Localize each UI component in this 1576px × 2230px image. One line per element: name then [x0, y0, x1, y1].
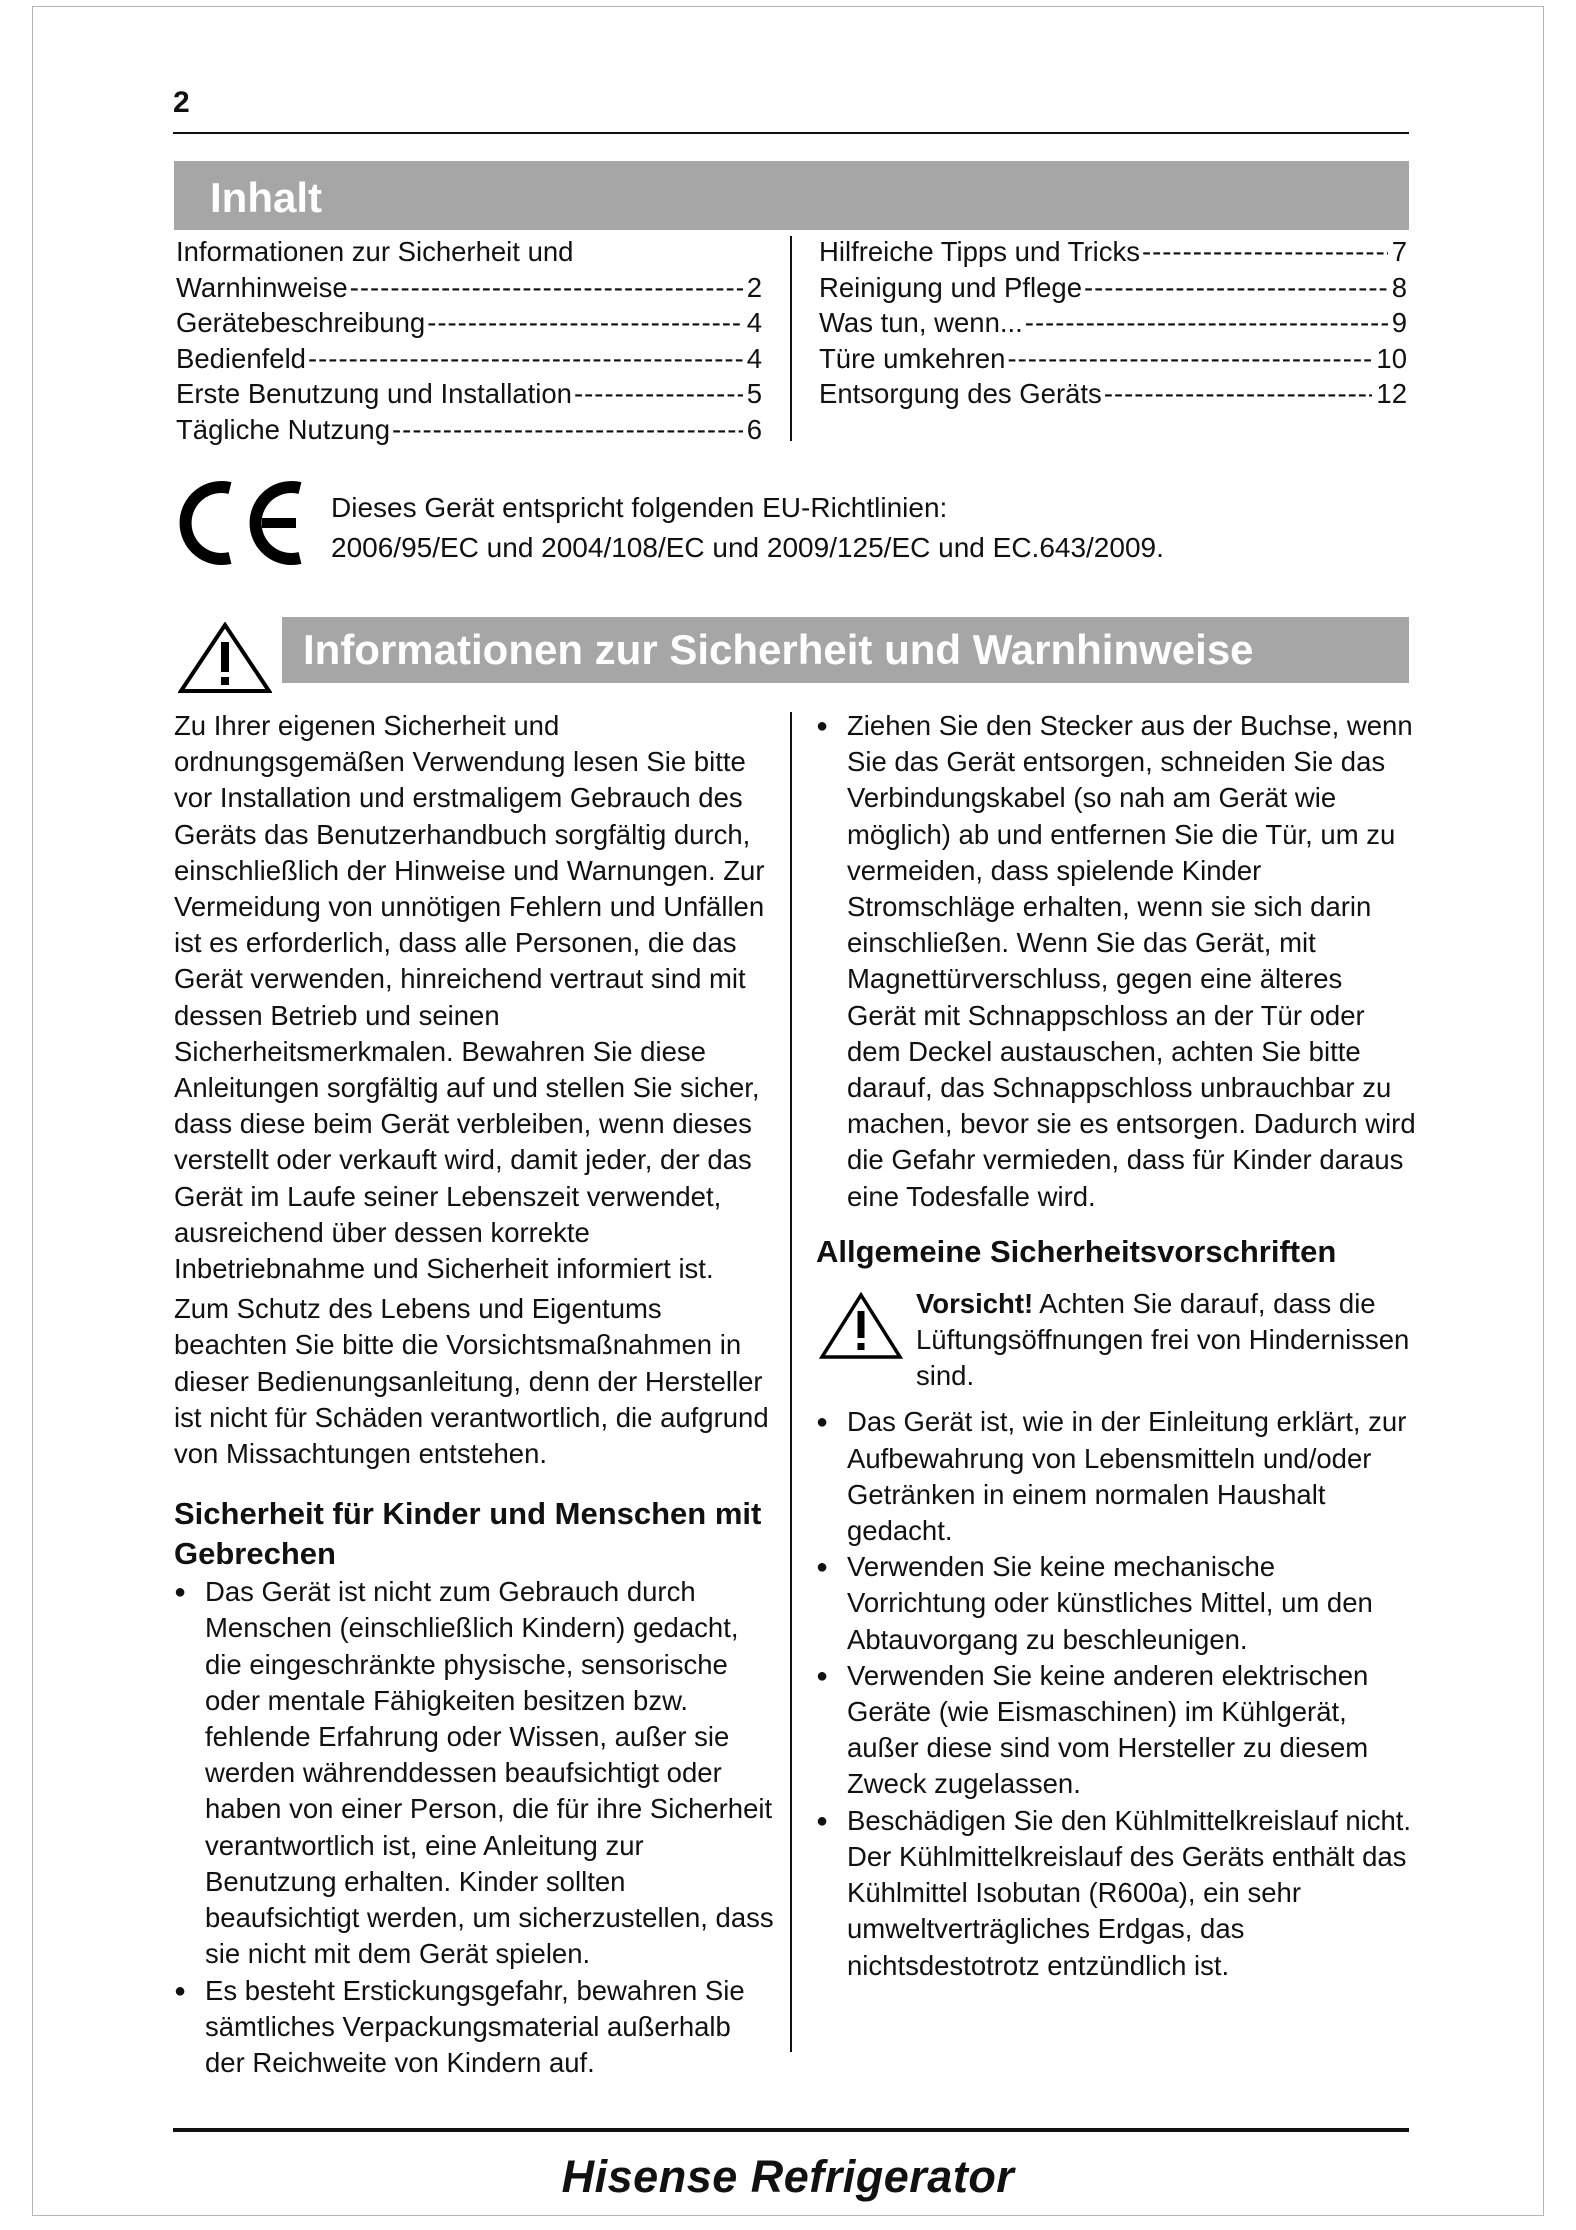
toc-leader: [392, 412, 743, 448]
caution-label: Vorsicht!: [916, 1287, 1034, 1319]
toc-entry-label: Warnhinweise: [176, 271, 348, 303]
toc-leader: [427, 305, 743, 341]
general-safety-heading: Allgemeine Sicherheitsvorschriften: [816, 1233, 1337, 1269]
toc-entry[interactable]: [819, 305, 1407, 341]
footer-brand: Hisense Refrigerator: [561, 2151, 1015, 2202]
safety-liability-paragraph: Zum Schutz des Lebens und Eigentums beachten Sie bitte die Vorsichtsmaßnahmen in dieser Bedienungsanleitung, denn der Hersteller ist nicht für Schäden verantwortlich, die aufgrund von Missachtungen entstehen.: [174, 1293, 769, 1470]
toc-leader: [350, 270, 743, 306]
warning-triangle-icon: [178, 622, 272, 699]
toc-entry-label: Was tun, wenn...: [819, 307, 1023, 338]
page-number: 2: [173, 86, 190, 119]
toc-entry-label: Tägliche Nutzung: [176, 413, 391, 445]
toc-leader: [1007, 341, 1372, 377]
disposal-bullet: ● Ziehen Sie den Stecker aus der Buchse, wenn Sie das Gerät entsorgen, schneiden Sie das Verbindungskabel (so nah am Gerät wie möglich) ab und entfernen Sie die Tür, um zu vermeiden, dass spielende Kinder Stromschläge erhalten, wenn sie sich darin einschließen. Wenn Sie das Gerät, mit Magnettürverschluss, gegen eine älteres Gerät mit Schnappschloss an der Tür oder dem Deckel austauschen, achten Sie bitte darauf, das Schnappschloss unbrauchbar zu machen, bevor sie es entsorgen. Dadurch wird die Gefahr vermieden, dass für Kinder daraus eine Todesfalle wird.: [816, 708, 1416, 1215]
safety-section-header: [282, 617, 1409, 683]
footer-rule: [173, 2128, 1409, 2132]
safety-section-title: Informationen zur Sicherheit und Warnhinweise: [303, 626, 1254, 673]
toc-entry-label: Gerätebeschreibung: [176, 307, 426, 338]
toc-entry[interactable]: [819, 270, 1407, 306]
safety-left-column: [174, 708, 774, 2081]
caution-note: [816, 1286, 1416, 1395]
toc-column-divider: [790, 236, 792, 441]
toc-entry[interactable]: [176, 234, 762, 270]
toc-entry-page: 9: [1391, 307, 1407, 338]
toc-entry-page: 12: [1376, 378, 1407, 409]
ce-statement: [331, 488, 1164, 568]
toc-leader: [1142, 234, 1388, 270]
toc-right-column: [819, 234, 1407, 412]
toc-entry-label: Informationen zur Sicherheit und: [176, 236, 574, 267]
header-rule: [173, 132, 1409, 134]
general-safety-bullet: ● Das Gerät ist, wie in der Einleitung erklärt, zur Aufbewahrung von Lebensmitteln und/oder Getränken in einem normalen Haushalt gedacht.: [816, 1404, 1416, 1549]
caution-text: Achten Sie darauf, dass die Lüftungsöffnungen frei von Hindernissen sind.: [916, 1287, 1410, 1392]
toc-entry[interactable]: [819, 341, 1407, 377]
ce-directives: 2006/95/EC und 2004/108/EC und 2009/125/EC und EC.643/2009.: [331, 532, 1164, 563]
toc-entry-page: 4: [746, 342, 762, 374]
kids-safety-heading: Sicherheit für Kinder und Menschen mit Gebrechen: [174, 1496, 762, 1572]
ce-statement-line: Dieses Gerät entspricht folgenden EU-Richtlinien:: [331, 492, 948, 523]
kids-safety-bullet: ● Es besteht Erstickungsgefahr, bewahren Sie sämtliches Verpackungsmaterial außerhalb der Reichweite von Kindern auf.: [174, 1973, 774, 2082]
column-divider: [790, 712, 792, 2052]
ce-mark-icon: [174, 478, 306, 573]
toc-entry-page: 10: [1376, 342, 1407, 374]
toc-entry-label: Reinigung und Pflege: [819, 271, 1082, 303]
toc-entry-label: Erste Benutzung und Installation: [176, 378, 572, 409]
toc-entry-page: 6: [746, 413, 762, 445]
kids-safety-bullet: ● Das Gerät ist nicht zum Gebrauch durch Menschen (einschließlich Kindern) gedacht, die eingeschränkte physische, sensorische oder mentale Fähigkeiten besitzen bzw. fehlende Erfahrung oder Wissen, außer sie werden währenddessen beaufsichtigt oder haben von einer Person, die für ihre Sicherheit verantwortlich ist, eine Anleitung zur Benutzung erhalten. Kinder sollten beaufsichtigt werden, um sicherzustellen, dass sie nicht mit dem Gerät spielen.: [174, 1574, 774, 1972]
toc-entry[interactable]: [176, 341, 762, 377]
toc-entry-page: 2: [746, 271, 762, 303]
toc-left-column: [176, 234, 762, 447]
toc-leader: [1084, 270, 1388, 306]
toc-leader: [1104, 376, 1373, 412]
toc-title: Inhalt: [210, 174, 322, 221]
caution-triangle-icon: [819, 1292, 903, 1369]
toc-entry-page: 7: [1391, 236, 1407, 267]
toc-entry[interactable]: [819, 234, 1407, 270]
toc-entry-page: 8: [1391, 271, 1407, 303]
toc-entry-page: 4: [746, 307, 762, 338]
toc-leader: [308, 341, 743, 377]
toc-entry[interactable]: [176, 376, 762, 412]
toc-entry[interactable]: [176, 270, 762, 306]
toc-leader: [1025, 305, 1388, 341]
safety-intro-paragraph: Zu Ihrer eigenen Sicherheit und ordnungsgemäßen Verwendung lesen Sie bitte vor Installation und erstmaligem Gebrauch des Geräts das Benutzerhandbuch sorgfältig durch, einschließlich der Hinweise und Warnungen. Zur Vermeidung von unnötigen Fehlern und Unfällen ist es erforderlich, dass alle Personen, die das Gerät verwenden, hinreichend vertraut sind mit dessen Betrieb und seinen Sicherheitsmerkmalen. Bewahren Sie diese Anleitungen sorgfältig auf und stellen Sie sicher, dass diese beim Gerät verbleiben, wenn dieses verstellt oder verkauft wird, damit jeder, der das Gerät im Laufe seiner Lebenszeit verwendet, ausreichend über dessen korrekte Inbetriebnahme und Sicherheit informiert ist.: [174, 710, 765, 1285]
toc-entry-page: 5: [746, 378, 762, 409]
toc-entry[interactable]: [176, 305, 762, 341]
general-safety-bullet: ● Verwenden Sie keine anderen elektrischen Geräte (wie Eismaschinen) im Kühlgerät, außer diese sind vom Hersteller zu diesem Zweck zugelassen.: [816, 1658, 1416, 1803]
general-safety-bullet: ● Verwenden Sie keine mechanische Vorrichtung oder künstliches Mittel, um den Abtauvorgang zu beschleunigen.: [816, 1549, 1416, 1658]
safety-right-column: [816, 708, 1416, 1984]
toc-entry[interactable]: [819, 376, 1407, 412]
general-safety-bullet: ● Beschädigen Sie den Kühlmittelkreislauf nicht. Der Kühlmittelkreislauf des Geräts enthält das Kühlmittel Isobutan (R600a), ein sehr umweltverträgliches Erdgas, das nichtsdestotrotz entzündlich ist.: [816, 1803, 1416, 1984]
toc-entry-label: Bedienfeld: [176, 342, 306, 374]
toc-entry-label: Entsorgung des Geräts: [819, 378, 1102, 409]
toc-entry-label: Hilfreiche Tipps und Tricks: [819, 236, 1140, 267]
toc-header-bar: [174, 161, 1409, 230]
toc-entry-label: Türe umkehren: [819, 342, 1006, 374]
toc-leader: [574, 376, 743, 412]
toc-entry[interactable]: [176, 412, 762, 448]
